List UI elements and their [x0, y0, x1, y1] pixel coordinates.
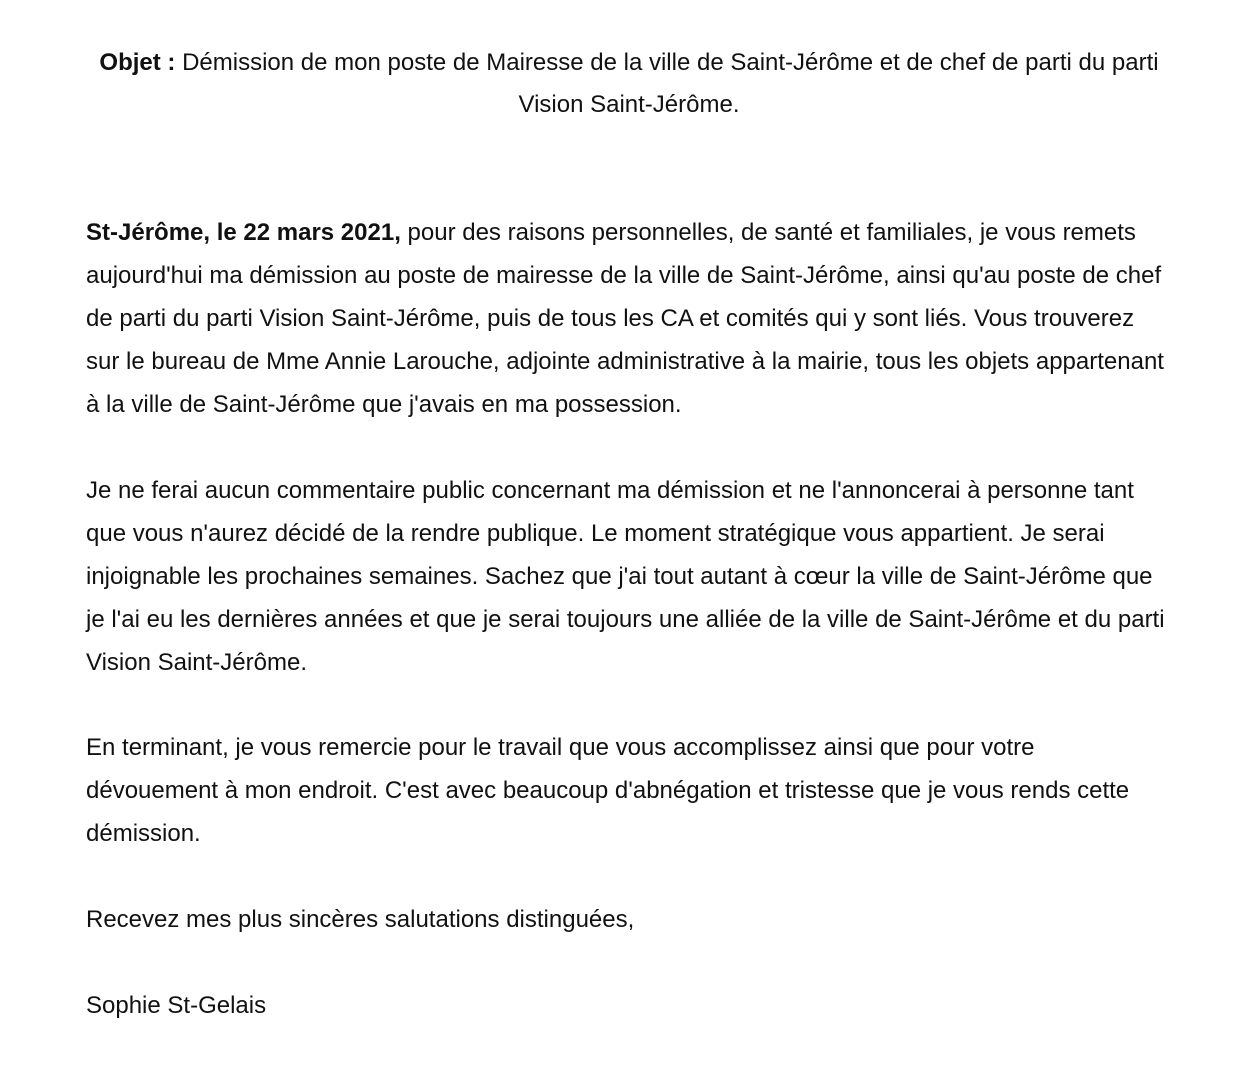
paragraph-thanks: En terminant, je vous remercie pour le travail que vous accomplissez ainsi que pour votre dévouement à mon endroit. C'est avec beaucoup d'abnégation et tristesse que je vous rends cette démission. [86, 734, 1130, 847]
closing-salutation: Recevez mes plus sincères salutations distinguées, [86, 906, 635, 933]
paragraph-discretion: Je ne ferai aucun commentaire public concernant ma démission et ne l'annoncerai à personne tant que vous n'aurez décidé de la rendre publique. Le moment stratégique vous appartient. Je serai injoignable les prochaines semaines. Sachez que j'ai tout autant à cœur la ville de Saint-Jérôme que je l'ai eu les dernières années et que je serai toujours une alliée de la ville de Saint-Jérôme et du parti Vision Saint-Jérôme. [86, 477, 1165, 676]
paragraph-intro [86, 211, 1172, 426]
signature: Sophie St-Gelais [86, 992, 267, 1019]
letter-subject [86, 42, 1172, 126]
subject-label: Objet : [99, 49, 176, 76]
dateline: St-Jérôme, le 22 mars 2021, [86, 219, 401, 246]
paragraph-intro-text: pour des raisons personnelles, de santé et familiales, je vous remets aujourd'hui ma démission au poste de mairesse de la ville de Saint-Jérôme, ainsi qu'au poste de chef de parti du parti Vision Saint-Jérôme, puis de tous les CA et comités qui y sont liés. Vous trouverez sur le bureau de Mme Annie Larouche, adjointe administrative à la mairie, tous les objets appartenant à la ville de Saint-Jérôme que j'avais en ma possession. [86, 219, 1164, 418]
subject-text: Démission de mon poste de Mairesse de la ville de Saint-Jérôme et de chef de parti du parti Vision Saint-Jérôme. [182, 49, 1159, 118]
